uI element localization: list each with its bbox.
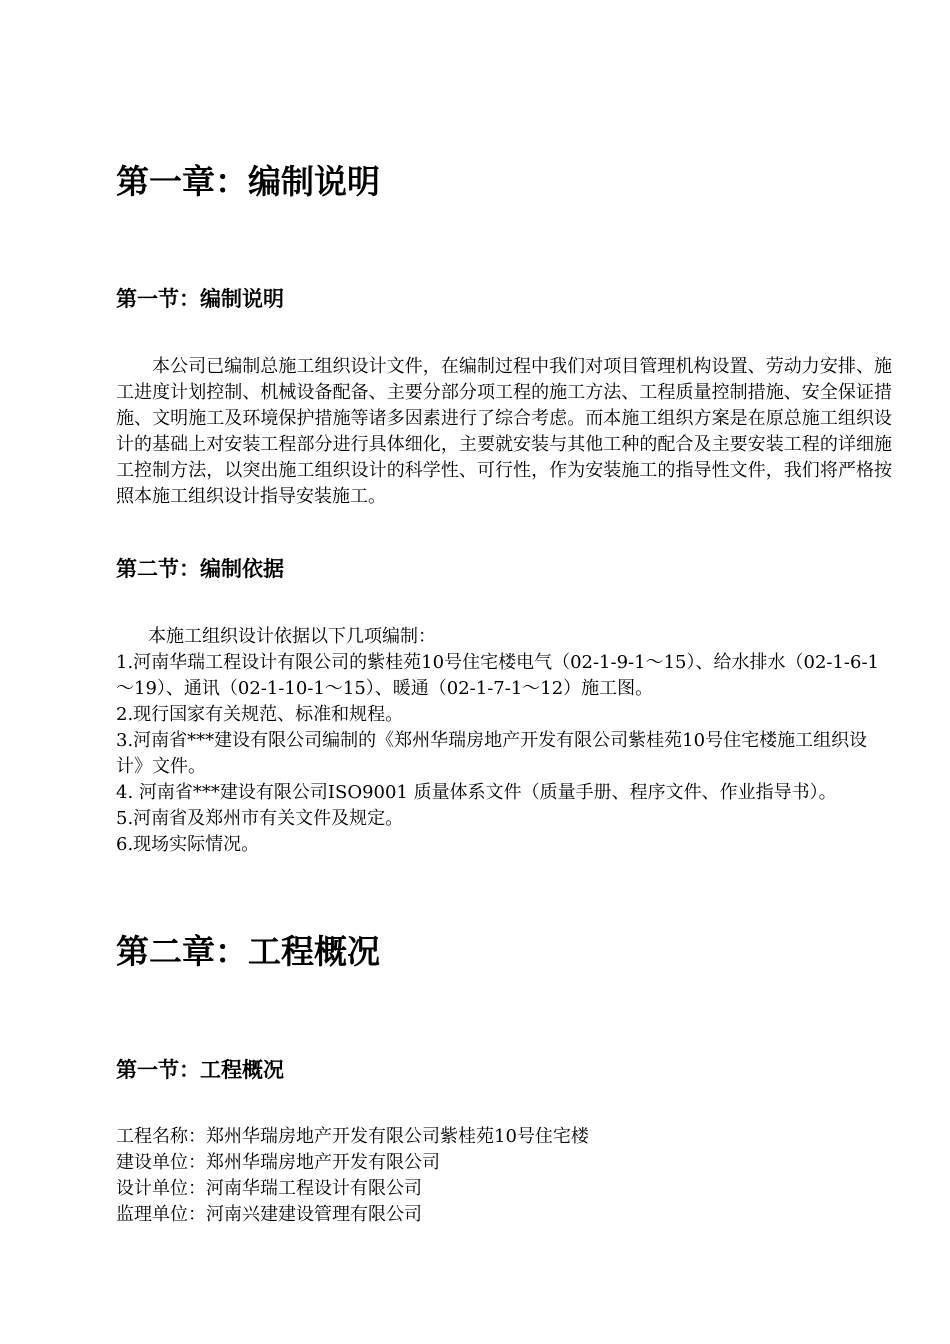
- project-name-line: 工程名称：郑州华瑞房地产开发有限公司紫桂苑10号住宅楼: [116, 1126, 589, 1147]
- construction-unit-line: 建设单位：郑州华瑞房地产开发有限公司: [116, 1152, 440, 1173]
- supervision-unit-line: 监理单位：河南兴建建设管理有限公司: [116, 1204, 422, 1225]
- compilation-basis-item-3: 3.河南省***建设有限公司编制的《郑州华瑞房地产开发有限公司紫桂苑10号住宅楼施工组织设计》文件。: [116, 730, 868, 777]
- compilation-basis-intro: 本施工组织设计依据以下几项编制：: [148, 626, 436, 647]
- compilation-basis-item-1: 1.河南华瑞工程设计有限公司的紫桂苑10号住宅楼电气（02-1-9-1～15）、给水排水（02-1-6-1～19）、通讯（02-1-10-1～15）、暖通（02-1-7-1～12）施工图。: [116, 652, 879, 699]
- chapter-2-section-1-title: 第一节：工程概况: [116, 1058, 284, 1082]
- project-overview-list: [116, 1124, 892, 1228]
- compilation-basis-item-6: 6.现场实际情况。: [116, 834, 260, 855]
- chapter-1-title: 第一章：编制说明: [116, 162, 380, 201]
- chapter-1-section-2-title: 第二节：编制依据: [116, 557, 284, 581]
- design-unit-line: 设计单位：河南华瑞工程设计有限公司: [116, 1178, 422, 1199]
- compilation-basis-item-2: 2.现行国家有关规范、标准和规程。: [116, 704, 404, 725]
- chapter-2-title: 第二章：工程概况: [116, 932, 380, 971]
- chapter-1-section-1-title: 第一节：编制说明: [116, 287, 284, 311]
- compilation-basis-item-5: 5.河南省及郑州市有关文件及规定。: [116, 808, 404, 829]
- compilation-basis-list: [116, 624, 892, 858]
- compilation-basis-item-4: 4. 河南省***建设有限公司ISO9001 质量体系文件（质量手册、程序文件、作业指导书）。: [116, 782, 837, 803]
- compilation-description-paragraph: 本公司已编制总施工组织设计文件，在编制过程中我们对项目管理机构设置、劳动力安排、施工进度计划控制、机械设备配备、主要分部分项工程的施工方法、工程质量控制措施、安全保证措施、文明施工及环境保护措施等诸多因素进行了综合考虑。而本施工组织方案是在原总施工组织设计的基础上对安装工程部分进行具体细化，主要就安装与其他工种的配合及主要安装工程的详细施工控制方法，以突出施工组织设计的科学性、可行性，作为安装施工的指导性文件，我们将严格按照本施工组织设计指导安装施工。: [116, 356, 892, 507]
